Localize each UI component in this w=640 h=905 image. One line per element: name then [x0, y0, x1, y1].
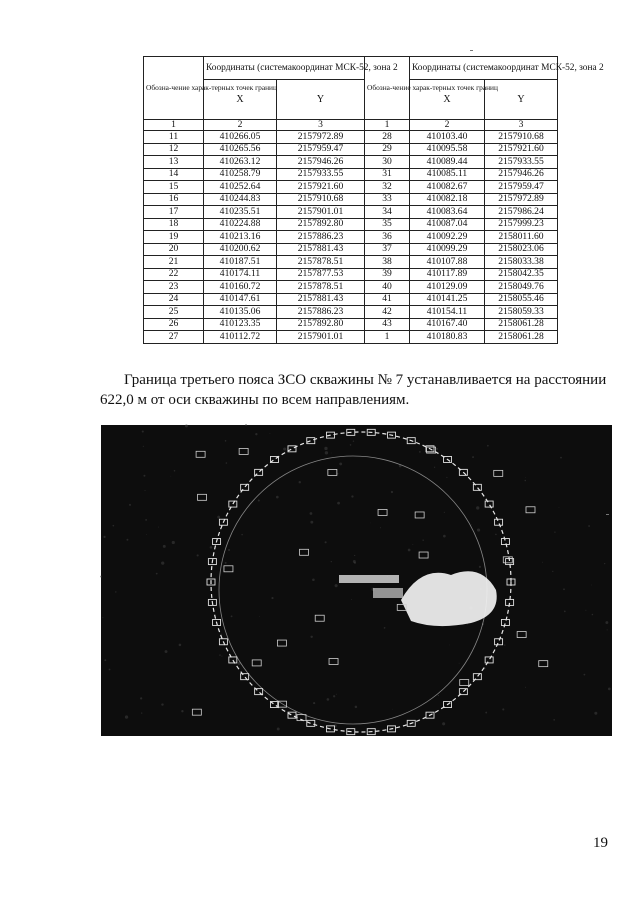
x-header: X — [410, 80, 485, 120]
point-number: 17 — [144, 206, 204, 219]
x-coordinate: 410174.11 — [204, 268, 277, 281]
table-row — [144, 156, 558, 169]
photo-noise-speck — [471, 524, 472, 525]
coordinate-system-header: Координаты (системакоординат МСК-52, зона 2 — [204, 57, 365, 80]
point-number: 42 — [365, 306, 410, 319]
photo-noise-speck — [103, 536, 105, 538]
y-coordinate: 2157946.26 — [277, 156, 365, 169]
photo-noise-speck — [502, 708, 504, 710]
x-coordinate: 410200.62 — [204, 243, 277, 256]
y-coordinate: 2157972.89 — [277, 131, 365, 144]
photo-noise-speck — [542, 562, 543, 563]
point-number: 25 — [144, 306, 204, 319]
table-row — [144, 318, 558, 331]
photo-noise-speck — [156, 573, 158, 575]
x-coordinate: 410244.83 — [204, 193, 277, 206]
photo-noise-speck — [504, 644, 505, 645]
table-row — [144, 168, 558, 181]
point-number: 26 — [144, 318, 204, 331]
y-header: Y — [277, 80, 365, 120]
x-coordinate: 410265.56 — [204, 143, 277, 156]
photo-noise-speck — [472, 456, 474, 458]
y-coordinate: 2157910.68 — [277, 193, 365, 206]
table-row — [144, 306, 558, 319]
photo-noise-speck — [310, 521, 313, 524]
x-coordinate: 410083.64 — [410, 206, 485, 219]
photo-noise-speck — [115, 591, 116, 592]
y-coordinate: 2158011.60 — [485, 231, 558, 244]
coordinates-table — [143, 56, 604, 344]
photo-noise-speck — [145, 519, 147, 521]
photo-noise-speck — [436, 448, 438, 450]
x-coordinate: 410263.12 — [204, 156, 277, 169]
designation-header: Обозна-чение харак-терных точек границ — [365, 57, 410, 120]
photo-noise-speck — [143, 446, 144, 447]
column-number: 1 — [365, 120, 410, 131]
photo-noise-speck — [259, 616, 260, 617]
x-coordinate: 410082.18 — [410, 193, 485, 206]
y-coordinate: 2158055.46 — [485, 293, 558, 306]
photo-noise-speck — [476, 506, 479, 509]
table-row — [144, 268, 558, 281]
x-coordinate: 410087.04 — [410, 218, 485, 231]
photo-noise-speck — [607, 629, 608, 630]
photo-noise-speck — [161, 703, 163, 705]
road-segment — [339, 575, 399, 583]
x-coordinate: 410099.29 — [410, 243, 485, 256]
point-number: 22 — [144, 268, 204, 281]
photo-noise-speck — [487, 445, 489, 447]
photo-noise-speck — [459, 663, 460, 664]
x-coordinate: 410141.25 — [410, 293, 485, 306]
photo-noise-speck — [161, 562, 164, 565]
photo-noise-speck — [185, 424, 188, 427]
photo-noise-speck — [485, 712, 487, 714]
page-number: 19 — [593, 835, 608, 851]
column-number: 1 — [144, 120, 204, 131]
photo-noise-speck — [335, 584, 338, 587]
x-coordinate: 410112.72 — [204, 331, 277, 344]
photo-noise-speck — [310, 636, 312, 638]
y-coordinate: 2157878.51 — [277, 281, 365, 294]
table-row — [144, 143, 558, 156]
photo-noise-speck — [559, 507, 560, 508]
photo-noise-speck — [100, 576, 102, 578]
photo-noise-speck — [327, 698, 330, 701]
y-coordinate: 2158061.28 — [485, 318, 558, 331]
photo-noise-speck — [380, 527, 381, 528]
photo-noise-speck — [552, 571, 553, 572]
photo-noise-speck — [197, 554, 199, 556]
y-coordinate: 2157972.89 — [485, 193, 558, 206]
photo-noise-speck — [283, 447, 286, 450]
x-coordinate: 410187.51 — [204, 256, 277, 269]
table-row — [144, 256, 558, 269]
photo-noise-speck — [271, 597, 273, 599]
table-row — [144, 193, 558, 206]
x-coordinate: 410235.51 — [204, 206, 277, 219]
photo-noise-speck — [163, 545, 166, 548]
table-row — [144, 206, 558, 219]
x-coordinate: 410266.05 — [204, 131, 277, 144]
photo-noise-speck — [210, 546, 213, 549]
point-number: 37 — [365, 243, 410, 256]
point-number: 23 — [144, 281, 204, 294]
column-number-row — [144, 120, 558, 131]
y-coordinate: 2157933.55 — [277, 168, 365, 181]
photo-noise-speck — [258, 499, 260, 501]
photo-noise-speck — [604, 563, 605, 564]
y-coordinate: 2158033.38 — [485, 256, 558, 269]
y-coordinate: 2157881.43 — [277, 293, 365, 306]
y-coordinate: 2157892.80 — [277, 318, 365, 331]
photo-noise-speck — [310, 512, 313, 515]
point-number: 43 — [365, 318, 410, 331]
photo-noise-speck — [591, 585, 592, 586]
photo-noise-speck — [384, 627, 386, 629]
photo-noise-speck — [354, 555, 355, 556]
photo-noise-speck — [592, 614, 594, 616]
point-number: 29 — [365, 143, 410, 156]
y-coordinate: 2157881.43 — [277, 243, 365, 256]
photo-noise-speck — [231, 615, 233, 617]
photo-noise-speck — [553, 719, 555, 721]
photo-noise-speck — [299, 481, 301, 483]
photo-noise-speck — [221, 633, 222, 634]
photo-noise-speck — [588, 525, 590, 527]
point-number: 30 — [365, 156, 410, 169]
point-number: 19 — [144, 231, 204, 244]
x-coordinate: 410252.64 — [204, 181, 277, 194]
y-coordinate: 2158023.06 — [485, 243, 558, 256]
point-number: 38 — [365, 256, 410, 269]
y-coordinate: 2158049.76 — [485, 281, 558, 294]
x-coordinate: 410107.88 — [410, 256, 485, 269]
x-coordinate: 410123.35 — [204, 318, 277, 331]
photo-noise-speck — [392, 709, 393, 710]
point-number: 39 — [365, 268, 410, 281]
point-number: 35 — [365, 218, 410, 231]
photo-noise-speck — [563, 588, 565, 590]
photo-noise-speck — [146, 534, 147, 535]
photo-noise-speck — [444, 512, 445, 513]
photo-noise-speck — [355, 706, 357, 708]
photo-noise-speck — [333, 695, 335, 697]
photo-noise-speck — [109, 669, 111, 671]
photo-noise-speck — [241, 534, 242, 535]
point-number: 41 — [365, 293, 410, 306]
photo-noise-speck — [221, 656, 222, 657]
photo-noise-speck — [446, 477, 447, 478]
photo-noise-speck — [179, 644, 182, 647]
x-header: X — [204, 80, 277, 120]
photo-noise-speck — [165, 650, 168, 653]
photo-noise-speck — [228, 549, 230, 551]
column-number: 3 — [485, 120, 558, 131]
y-coordinate: 2157921.60 — [277, 181, 365, 194]
point-number: 24 — [144, 293, 204, 306]
point-number: 13 — [144, 156, 204, 169]
point-number: 32 — [365, 181, 410, 194]
y-coordinate: 2157933.55 — [485, 156, 558, 169]
table-row — [144, 331, 558, 344]
photo-noise-speck — [143, 475, 145, 477]
photo-noise-speck — [255, 433, 257, 435]
y-coordinate: 2157910.68 — [485, 131, 558, 144]
x-coordinate: 410092.29 — [410, 231, 485, 244]
table-row — [144, 181, 558, 194]
photo-noise-speck — [353, 440, 354, 441]
table-row — [144, 243, 558, 256]
photo-noise-speck — [277, 728, 280, 731]
photo-noise-speck — [140, 697, 142, 699]
x-coordinate: 410224.88 — [204, 218, 277, 231]
y-coordinate: 2157921.60 — [485, 143, 558, 156]
y-coordinate: 2157901.01 — [277, 331, 365, 344]
photo-noise-speck — [339, 462, 342, 465]
y-coordinate: 2157878.51 — [277, 256, 365, 269]
point-number: 21 — [144, 256, 204, 269]
table-row — [144, 281, 558, 294]
photo-noise-speck — [129, 504, 131, 506]
photo-noise-speck — [443, 535, 446, 538]
x-coordinate: 410167.40 — [410, 318, 485, 331]
table-row — [144, 231, 558, 244]
photo-noise-speck — [174, 470, 176, 472]
boundary-paragraph: Граница третьего пояса ЗСО скважины № 7 устанавливается на расстоянии 622,0 м от оси скважины по всем направлениям. — [100, 372, 607, 408]
table-row — [144, 293, 558, 306]
y-coordinate: 2157886.23 — [277, 231, 365, 244]
coordinate-system-header: Координаты (системакоординат МСК-52, зона 2 — [410, 57, 558, 80]
photo-noise-speck — [351, 599, 352, 600]
photo-noise-speck — [141, 712, 142, 713]
y-coordinate: 2157959.47 — [485, 181, 558, 194]
table-row — [144, 131, 558, 144]
photo-noise-speck — [408, 549, 411, 552]
x-coordinate: 410095.58 — [410, 143, 485, 156]
aerial-photo-graphic — [101, 425, 612, 736]
photo-noise-speck — [325, 541, 327, 543]
column-number: 2 — [204, 120, 277, 131]
scan-mark — [606, 514, 609, 515]
photo-noise-speck — [337, 502, 340, 505]
x-coordinate: 410117.89 — [410, 268, 485, 281]
point-number: 40 — [365, 281, 410, 294]
point-number: 20 — [144, 243, 204, 256]
y-coordinate: 2157886.23 — [277, 306, 365, 319]
photo-noise-speck — [102, 617, 103, 618]
photo-noise-speck — [225, 562, 227, 564]
photo-noise-speck — [113, 525, 115, 527]
photo-noise-speck — [324, 447, 327, 450]
point-number: 34 — [365, 206, 410, 219]
y-coordinate: 2157999.23 — [485, 218, 558, 231]
photo-noise-speck — [171, 476, 172, 477]
x-coordinate: 410160.72 — [204, 281, 277, 294]
x-coordinate: 410213.16 — [204, 231, 277, 244]
photo-noise-speck — [354, 562, 356, 564]
photo-noise-speck — [351, 495, 353, 497]
photo-noise-speck — [449, 645, 450, 646]
photo-noise-speck — [104, 659, 106, 661]
photo-noise-speck — [158, 527, 159, 528]
building-block — [373, 588, 403, 598]
photo-noise-speck — [479, 566, 481, 568]
point-number: 33 — [365, 193, 410, 206]
photo-noise-speck — [438, 695, 439, 696]
table-row — [144, 218, 558, 231]
column-number: 3 — [277, 120, 365, 131]
x-coordinate: 410258.79 — [204, 168, 277, 181]
photo-noise-speck — [422, 540, 423, 541]
x-coordinate: 410082.67 — [410, 181, 485, 194]
photo-noise-speck — [350, 444, 352, 446]
table-header-row — [144, 57, 558, 80]
point-number: 1 — [365, 331, 410, 344]
point-number: 11 — [144, 131, 204, 144]
y-coordinate: 2158061.28 — [485, 331, 558, 344]
photo-noise-speck — [524, 480, 526, 482]
y-coordinate: 2157892.80 — [277, 218, 365, 231]
photo-noise-speck — [225, 440, 227, 442]
y-coordinate: 2157877.53 — [277, 268, 365, 281]
x-coordinate: 410129.09 — [410, 281, 485, 294]
photo-noise-speck — [605, 621, 608, 624]
photo-noise-speck — [142, 430, 144, 432]
y-coordinate: 2157946.26 — [485, 168, 558, 181]
x-coordinate: 410103.40 — [410, 131, 485, 144]
x-coordinate: 410147.61 — [204, 293, 277, 306]
aerial-photo-map — [101, 425, 612, 736]
x-coordinate: 410085.11 — [410, 168, 485, 181]
photo-noise-speck — [172, 541, 175, 544]
photo-noise-speck — [585, 610, 586, 611]
photo-noise-speck — [564, 610, 566, 612]
photo-noise-speck — [477, 528, 480, 531]
point-number: 15 — [144, 181, 204, 194]
photo-noise-speck — [554, 531, 555, 532]
photo-noise-speck — [313, 702, 315, 704]
photo-noise-speck — [412, 544, 413, 545]
photo-noise-speck — [336, 694, 337, 695]
y-header: Y — [485, 80, 558, 120]
photo-noise-speck — [226, 462, 228, 464]
photo-noise-speck — [419, 451, 421, 453]
photo-noise-speck — [270, 433, 271, 434]
photo-noise-speck — [145, 490, 146, 491]
y-coordinate: 2157959.47 — [277, 143, 365, 156]
photo-noise-speck — [325, 451, 328, 454]
photo-noise-speck — [442, 722, 445, 725]
scan-mark — [470, 50, 473, 51]
photo-noise-speck — [181, 710, 183, 712]
photo-noise-speck — [245, 424, 247, 426]
column-number: 2 — [410, 120, 485, 131]
photo-noise-speck — [495, 534, 497, 536]
photo-noise-speck — [126, 539, 128, 541]
photo-noise-speck — [370, 523, 371, 524]
photo-noise-speck — [434, 467, 435, 468]
photo-noise-speck — [608, 687, 611, 690]
photo-noise-speck — [331, 453, 332, 454]
point-number: 18 — [144, 218, 204, 231]
photo-noise-speck — [584, 674, 586, 676]
photo-noise-speck — [391, 491, 393, 493]
point-number: 14 — [144, 168, 204, 181]
point-number: 31 — [365, 168, 410, 181]
photo-noise-speck — [331, 561, 332, 562]
x-coordinate: 410135.06 — [204, 306, 277, 319]
y-coordinate: 2157901.01 — [277, 206, 365, 219]
photo-noise-speck — [312, 578, 315, 581]
photo-noise-speck — [560, 457, 562, 459]
designation-header: Обозна-чение харак-терных точек границ — [144, 57, 204, 120]
photo-noise-speck — [219, 654, 220, 655]
photo-noise-speck — [217, 516, 220, 519]
photo-noise-speck — [525, 477, 526, 478]
photo-noise-speck — [276, 496, 279, 499]
x-coordinate: 410180.83 — [410, 331, 485, 344]
photo-noise-speck — [125, 715, 128, 718]
coordinates-table-body — [144, 131, 558, 344]
y-coordinate: 2158059.33 — [485, 306, 558, 319]
y-coordinate: 2157986.24 — [485, 206, 558, 219]
photo-noise-speck — [594, 712, 597, 715]
point-number: 16 — [144, 193, 204, 206]
point-number: 27 — [144, 331, 204, 344]
x-coordinate: 410154.11 — [410, 306, 485, 319]
point-number: 36 — [365, 231, 410, 244]
point-number: 28 — [365, 131, 410, 144]
photo-noise-speck — [525, 687, 526, 688]
x-coordinate: 410089.44 — [410, 156, 485, 169]
y-coordinate: 2158042.35 — [485, 268, 558, 281]
point-number: 12 — [144, 143, 204, 156]
